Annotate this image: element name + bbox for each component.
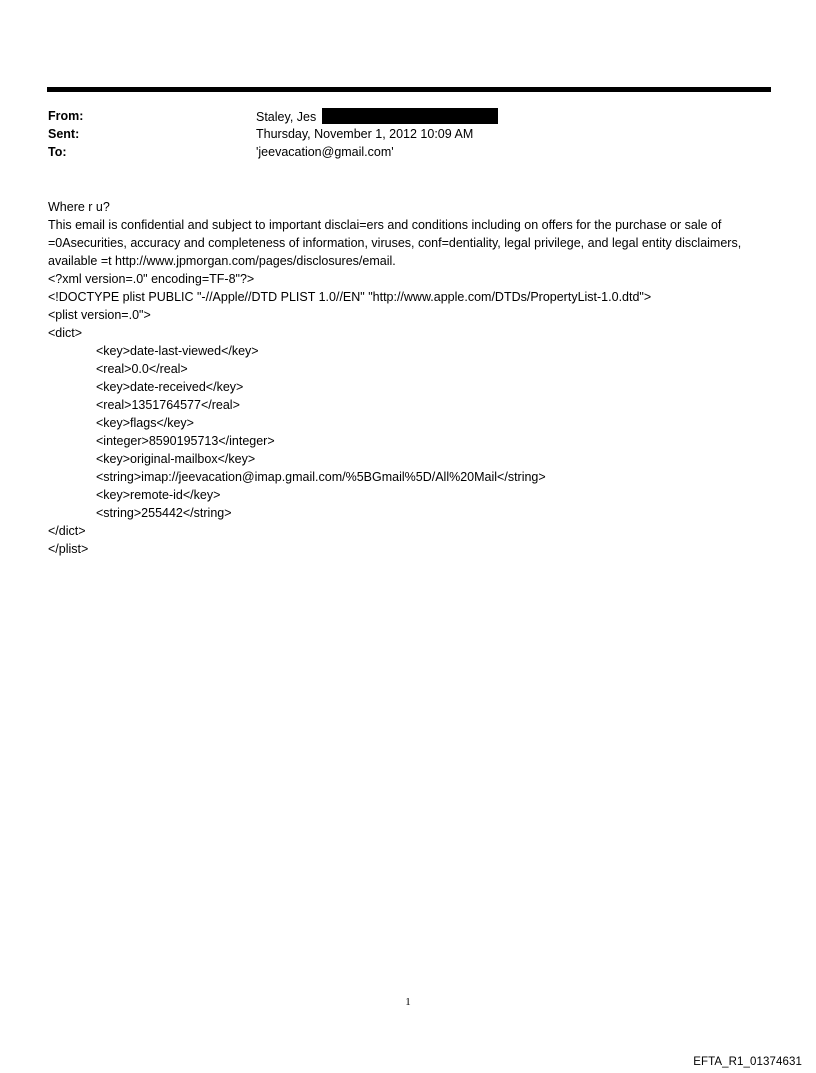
sent-value: Thursday, November 1, 2012 10:09 AM <box>256 127 474 141</box>
dict-line: <real>0.0</real> <box>96 362 188 376</box>
from-value <box>256 108 498 126</box>
email-body <box>48 198 778 558</box>
dict-open: <dict> <box>48 326 83 340</box>
dict-line: <real>1351764577</real> <box>96 398 240 412</box>
to-label: To: <box>48 145 67 159</box>
xml-declaration: <?xml version=.0" encoding=TF-8"?> <box>48 272 255 286</box>
greeting: Where r u? <box>48 200 110 214</box>
header-rule <box>47 87 771 92</box>
plist-close: </plist> <box>48 542 89 556</box>
dict-line: <string>imap://jeevacation@imap.gmail.com/%5BGmail%5D/All%20Mail</string> <box>96 470 546 484</box>
disclaimer: This email is confidential and subject to important disclai=ers and conditions including on offers for the purchase or sale of =0Asecurities, accuracy and completeness of information, viruses, conf=dentiality, legal privilege, and legal entity disclaimers, available =t http://www.jpmorgan.com/pages/disclosures/email. <box>48 218 742 268</box>
dict-line: <string>255442</string> <box>96 506 232 520</box>
page-number: 1 <box>405 996 411 1008</box>
plist-open: <plist version=.0"> <box>48 308 151 322</box>
to-value: 'jeevacation@gmail.com' <box>256 145 394 159</box>
dict-line: <key>date-received</key> <box>96 380 244 394</box>
from-label: From: <box>48 109 84 123</box>
dict-line: <key>original-mailbox</key> <box>96 452 256 466</box>
dict-line: <integer>8590195713</integer> <box>96 434 275 448</box>
redaction-block <box>322 108 498 124</box>
sent-label: Sent: <box>48 127 80 141</box>
document-id: EFTA_R1_01374631 <box>693 1056 802 1068</box>
dict-close: </dict> <box>48 524 86 538</box>
dict-line: <key>date-last-viewed</key> <box>96 344 259 358</box>
doctype-line: <!DOCTYPE plist PUBLIC "-//Apple//DTD PLIST 1.0//EN" "http://www.apple.com/DTDs/PropertyList-1.0.dtd"> <box>48 290 652 304</box>
from-name: Staley, Jes <box>256 110 317 124</box>
dict-line: <key>remote-id</key> <box>96 488 221 502</box>
dict-line: <key>flags</key> <box>96 416 194 430</box>
